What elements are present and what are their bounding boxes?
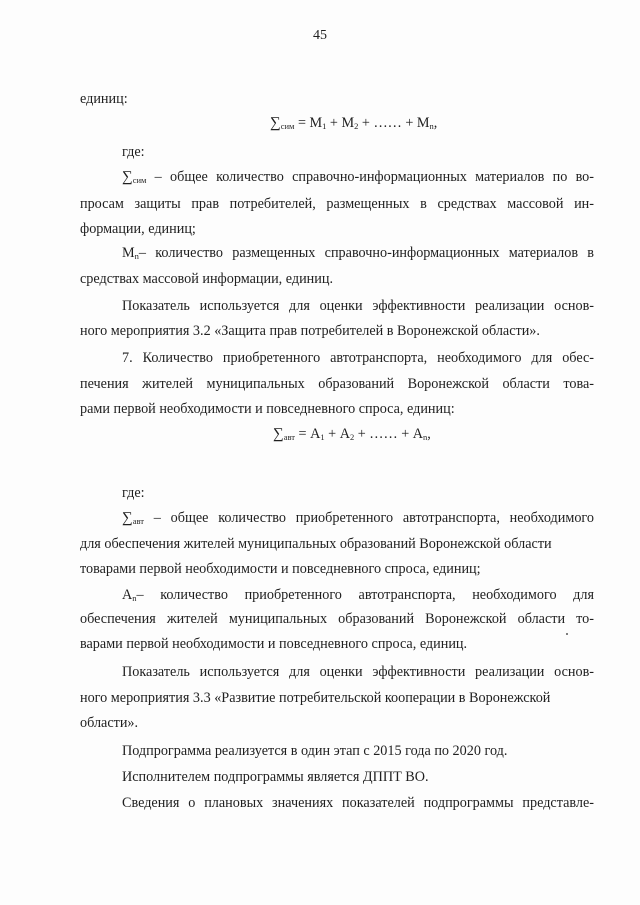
definition-line: обеспечения жителей муниципальных образований Воронежской области то- [80,611,594,627]
formula-text: + М [326,115,355,131]
sigma-symbol: ∑ [273,426,284,442]
paragraph-line: ного мероприятия 3.2 «Защита прав потребителей в Воронежской области». [80,323,540,339]
definition-subscript: сим [132,175,147,185]
definition-subscript: n [134,251,139,261]
definition-line: для обеспечения жителей муниципальных образований Воронежской области [80,536,552,552]
paragraph-planned-values: Сведения о плановых значениях показателей подпрограммы представле- [122,795,594,811]
paragraph-item-7: 7. Количество приобретенного автотранспорта, необходимого для обес- [122,350,594,366]
definition-text: – количество приобретенного автотранспорта, необходимого для [136,587,594,603]
label-where: где: [122,485,145,501]
definition-line: варами первой необходимости и повседневного спроса, единиц. [80,636,468,652]
definition-text: – общее количество приобретенного автотранспорта, необходимого [144,510,594,526]
formula-subscript: 2 [354,121,359,131]
variable-letter: А [122,587,133,603]
formula-subscript: 2 [349,432,355,442]
variable-letter: М [122,245,135,261]
paragraph-stage: Подпрограмма реализуется в один этап с 2015 года по 2020 год. [122,743,508,759]
formula-text: , [433,115,438,131]
definition-line: формации, единиц; [80,221,196,237]
formula-subscript: сим [280,121,295,131]
formula-sum-materials [270,114,437,135]
formula-text: + А [324,426,350,442]
sigma-symbol: ∑ [122,169,133,185]
paragraph-units-intro: единиц: [80,91,128,107]
formula-text: + …… + А [354,426,423,442]
formula-subscript: n [423,432,428,442]
paragraph-line: печения жителей муниципальных образований Воронежской области това- [80,376,594,392]
definition-an [122,586,594,607]
formula-text: = М [294,115,323,131]
definition-sum-transport [122,509,594,530]
scan-speck [566,633,568,635]
formula-subscript: n [429,121,434,131]
sigma-symbol: ∑ [122,510,133,526]
definition-subscript: n [132,593,137,603]
definition-mn [122,244,594,265]
page-number: 45 [313,28,327,43]
definition-line: товарами первой необходимости и повседневного спроса, единиц; [80,561,481,577]
definition-text: – общее количество справочно-информационных материалов по во- [146,169,594,185]
paragraph-line: рами первой необходимости и повседневного спроса, единиц: [80,401,455,417]
sigma-symbol: ∑ [270,115,281,131]
paragraph-executor: Исполнителем подпрограммы является ДППТ ВО. [122,769,429,785]
formula-subscript: авт [283,432,295,442]
formula-text: , [427,426,431,442]
paragraph-usage-3-3: Показатель используется для оценки эффективности реализации основ- [122,664,594,680]
definition-line: средствах массовой информации, единиц. [80,271,334,287]
paragraph-line: области». [80,715,139,731]
definition-line: просам защиты прав потребителей, размещенных в средствах массовой ин- [80,196,594,212]
formula-text: + …… + М [358,115,430,131]
formula-subscript: 1 [320,432,325,442]
definition-text: – количество размещенных справочно-информационных материалов в [138,245,594,261]
formula-subscript: 1 [322,121,327,131]
definition-sum-materials [122,168,594,189]
formula-sum-transport [273,425,431,446]
paragraph-line: ного мероприятия 3.3 «Развитие потребительской кооперации в Воронежской [80,690,551,706]
paragraph-usage-3-2: Показатель используется для оценки эффективности реализации основ- [122,298,594,314]
formula-text: = А [295,426,321,442]
definition-subscript: авт [132,516,144,526]
label-where: где: [122,144,145,160]
